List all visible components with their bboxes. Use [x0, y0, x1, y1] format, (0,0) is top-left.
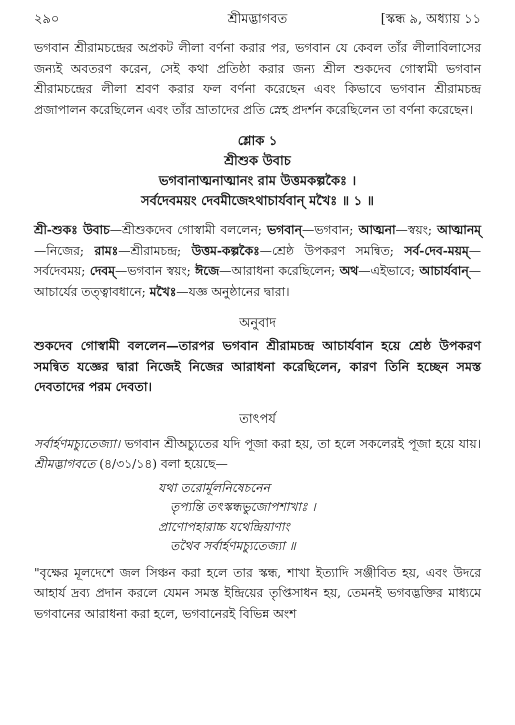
- purport-lead: সর্বার্হণমচ্যুতেজ্যা।: [34, 436, 121, 451]
- synonym-meaning: —স্বয়ং;: [395, 223, 438, 237]
- translation-heading: অনুবাদ: [239, 316, 276, 331]
- closing-paragraph: "বৃক্ষের মূলদেশে জল সিঞ্চন করা হলে তার স্কন্ধ, শাখা ইত্যাদি সঞ্জীবিত হয়, এবং উদরে আহার্য দ্রব্য প্রদান করলে যেমন সমস্ত ইন্দ্রিয়ের তৃপ্তিসাধন হয়, তেমনই ভগবদ্ভক্তির মাধ্যমে ভগবানের আরাধনা করা হলে, ভগবানেরই বিভিন্ন অংশ: [34, 565, 481, 621]
- purport-body: ভগবান শ্রীঅচ্যুতের যদি পূজা করা হয়, তা হলে সকলেরই পূজা হয়ে যায়।: [120, 436, 481, 451]
- synonym-term: উত্তম-কল্পকৈঃ: [191, 242, 260, 258]
- purport-paragraph: [34, 434, 481, 475]
- sloka-heading: শ্লোক ১: [237, 134, 278, 149]
- synonym-meaning: —আরাধনা করেছিলেন;: [219, 264, 340, 278]
- page-header: [34, 8, 481, 30]
- synonym-meaning: —শ্রীশুকদেব গোস্বামী বললেন;: [109, 223, 267, 237]
- synonym-term: ঈজে: [195, 263, 220, 278]
- synonym-meaning: —ভগবান;: [301, 223, 359, 237]
- quote-line: তৃপ্যন্তি তৎস্কন্ধভুজোপশাখাঃ ।: [170, 500, 316, 514]
- synonym-meaning: —শ্রীরামচন্দ্র;: [118, 243, 192, 258]
- page-number: ২৯০: [34, 12, 60, 27]
- purport-heading: তাৎপর্য: [239, 411, 276, 427]
- synonym-term: আচার্যবান্: [419, 263, 469, 278]
- sloka-line-1: ভগবানাত্মনাত্মানং রাম উত্তমকল্পকৈঃ ।: [158, 174, 357, 189]
- synonyms-block: [34, 220, 481, 302]
- synonym-term: মখৈঃ: [149, 283, 177, 299]
- sanskrit-quote: [34, 479, 481, 557]
- synonym-term: অথ: [339, 263, 359, 278]
- synonym-term: রামঃ: [94, 242, 119, 258]
- purport-reference-rest: (৪/৩১/১৪) বলা হয়েছে—: [95, 457, 228, 471]
- synonym-term: সর্ব-দেব-ময়ম্: [404, 242, 469, 258]
- book-title: শ্রীমদ্ভাগবত: [227, 12, 288, 27]
- synonym-meaning: —এইভাবে;: [358, 264, 420, 278]
- synonym-meaning: —যজ্ঞ অনুষ্ঠানের দ্বারা।: [176, 284, 290, 299]
- synonym-meaning: —ভগবান স্বয়ং;: [114, 264, 196, 278]
- quote-line: যথা তরোর্মূলনিষেচনেন: [158, 480, 270, 495]
- synonym-meaning: —সর্বদেবময়;: [34, 243, 481, 278]
- synonym-term: শ্রী-শুকঃ উবাচ: [34, 222, 110, 237]
- sloka-line-2: সর্বদেবময়ং দেবমীজেঽথাচার্যবান্ মখৈঃ ॥ ১ ॥: [141, 194, 374, 209]
- translation-text: শুকদেব গোস্বামী বললেন—তারপর ভগবান শ্রীরামচন্দ্র আচার্যবান হয়ে শ্রেষ্ঠ উপকরণ সমন্বিত যজ্ঞের দ্বারা নিজেই নিজের আরাধনা করেছিলেন, কারণ তিনি হচ্ছেন সমস্ত দেবতাদের পরম দেবতা।: [34, 338, 481, 394]
- synonym-meaning: —আচার্যের তত্ত্বাবধানে;: [34, 264, 481, 299]
- synonym-meaning: —শ্রেষ্ঠ উপকরণ সমন্বিত;: [259, 243, 405, 258]
- synonym-term: দেবম্: [89, 263, 115, 278]
- sloka-speaker: শ্রীশুক উবাচ: [224, 154, 291, 169]
- synonym-meaning: —নিজের;: [34, 243, 95, 258]
- synonym-term: আত্মানম্: [437, 222, 481, 237]
- purport-reference: শ্রীমদ্ভাগবতে: [34, 457, 96, 471]
- quote-line: তথৈব সর্বার্হণমচ্যুতেজ্যা ॥: [170, 539, 296, 553]
- synonym-term: আত্মনা: [358, 222, 396, 237]
- chapter-reference: [স্কন্ধ ৯, অধ্যায় ১১: [380, 12, 481, 27]
- quote-line: প্রাণোপহারাচ্চ যথেন্দ্রিয়াণাং: [158, 519, 290, 534]
- synonym-term: ভগবান্: [266, 222, 302, 237]
- intro-paragraph: ভগবান শ্রীরামচন্দ্রের অপ্রকট লীলা বর্ণনা করার পর, ভগবান যে কেবল তাঁর লীলাবিলাসের জন্যই অবতরণ করেন, সেই কথা প্রতিষ্ঠা করার জন্য শ্রীল শুকদেব গোস্বামী ভগবান শ্রীরামচন্দ্রের লীলা শ্রবণ করার ফল বর্ণনা করেছেন এবং কিভাবে ভগবান শ্রীরামচন্দ্র প্রজাপালন করেছিলেন এবং তাঁর ভ্রাতাদের প্রতি স্নেহ প্রদর্শন করেছিলেন তা বর্ণনা করেছেন।: [34, 41, 481, 117]
